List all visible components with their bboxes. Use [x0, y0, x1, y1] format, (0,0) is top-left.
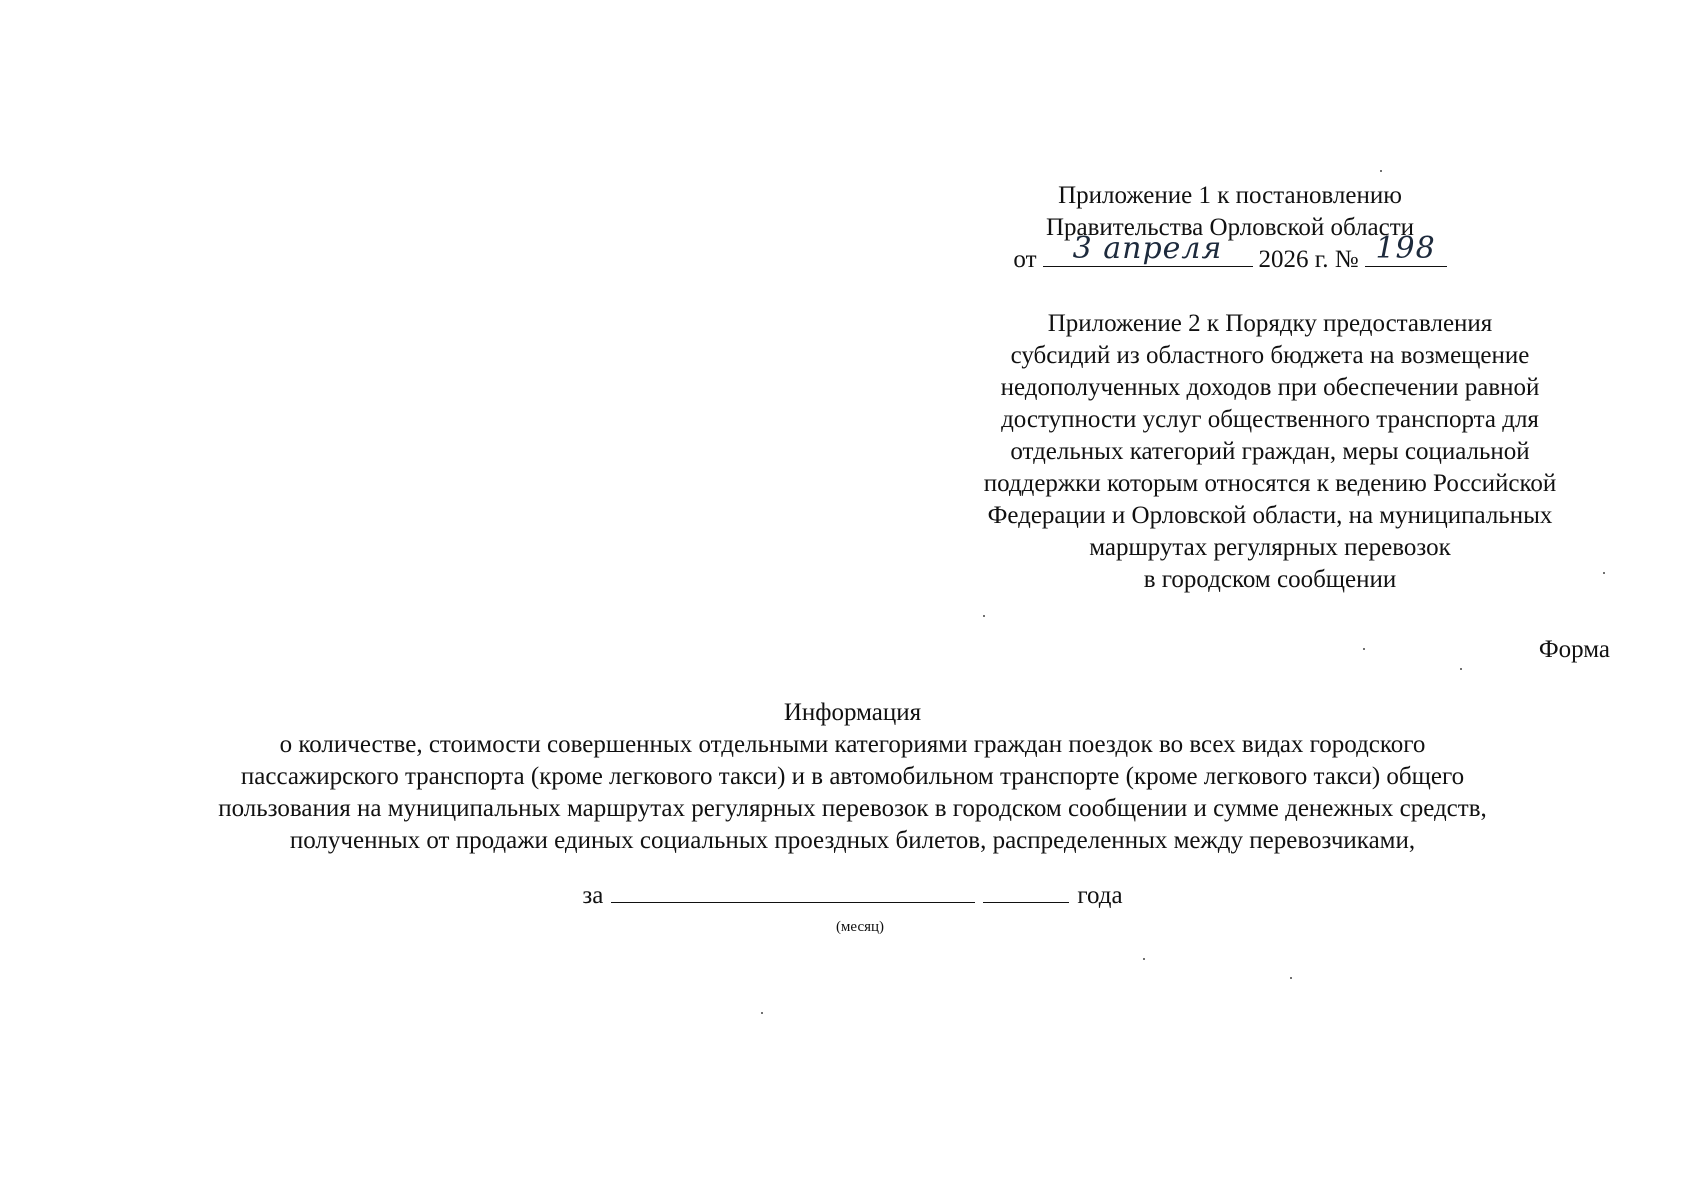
appendix-2-line: доступности услуг общественного транспорта для — [1001, 406, 1539, 433]
scan-speck — [761, 1012, 763, 1014]
appendix-2-line: в городском сообщении — [1143, 566, 1397, 593]
year-and-number-label: 2026 г. № — [1258, 246, 1359, 273]
document-heading — [80, 697, 1625, 857]
appendix-2-line: субсидий из областного бюджета на возмещение — [1010, 342, 1530, 369]
appendix-1-date-line — [1000, 231, 1460, 276]
handwritten-number-field — [1365, 231, 1447, 267]
month-blank-field[interactable] — [611, 880, 975, 903]
appendix-2-line: поддержки которым относятся к ведению Российской — [983, 470, 1557, 497]
heading-line: пассажирского транспорта (кроме легкового такси) и в автомобильном транспорте (кроме легкового такси) общего — [240, 763, 1465, 790]
scan-speck — [1380, 170, 1382, 172]
appendix-2-header — [900, 308, 1640, 596]
form-label: Форма — [1538, 636, 1610, 663]
period-line — [0, 880, 1705, 912]
appendix-2-line: отдельных категорий граждан, меры социальной — [1010, 438, 1530, 465]
month-caption: (месяц) — [835, 919, 885, 935]
appendix-1-line-1: Приложение 1 к постановлению — [1058, 182, 1402, 209]
appendix-2-line: недополученных доходов при обеспечении равной — [1000, 374, 1540, 401]
date-prefix: от — [1013, 246, 1037, 273]
heading-line: о количестве, стоимости совершенных отдельными категориями граждан поездок во всех видах городского — [279, 731, 1426, 758]
scan-speck — [1460, 668, 1462, 670]
scan-speck — [1363, 648, 1365, 650]
appendix-1-line-2: Правительства Орловской области — [1045, 214, 1415, 241]
appendix-2-line: Федерации и Орловской области, на муниципальных — [987, 502, 1553, 529]
heading-title: Информация — [783, 699, 922, 726]
heading-line: пользования на муниципальных маршрутах регулярных перевозок в городском сообщении и сумме денежных средств, — [218, 795, 1487, 822]
scan-speck — [1143, 958, 1145, 960]
scan-speck — [983, 615, 985, 617]
appendix-2-line: Приложение 2 к Порядку предоставления — [1047, 310, 1493, 337]
heading-line: полученных от продажи единых социальных проездных билетов, распределенных между перевозчиками, — [289, 827, 1416, 854]
period-prefix: за — [582, 882, 604, 909]
appendix-2-line: маршрутах регулярных перевозок — [1089, 534, 1451, 561]
scan-speck — [1603, 572, 1605, 574]
appendix-1-header — [1000, 180, 1460, 276]
year-blank-field[interactable] — [983, 880, 1069, 903]
handwritten-date-field — [1043, 231, 1253, 267]
handwritten-number: 198 — [1375, 231, 1436, 266]
scan-speck — [1290, 977, 1292, 979]
handwritten-date: 3 апреля — [1072, 231, 1223, 266]
period-suffix: года — [1077, 882, 1123, 909]
